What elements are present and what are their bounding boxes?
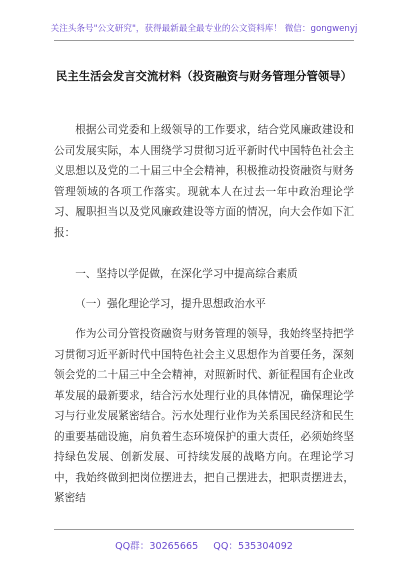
section-heading: 一、坚持以学促做，在深化学习中提高综合素质: [75, 268, 298, 280]
qq-number-text: QQ：535304092: [213, 541, 293, 552]
footer-divider: [54, 529, 354, 530]
subsection-heading: （一）强化理论学习，提升思想政治水平: [75, 298, 266, 310]
header-divider: [54, 40, 354, 41]
footer-contact: [0, 538, 408, 552]
header-note: 关注头条号"公文研究"，获得最新最全最专业的公文资料库！ 微信：gongwenyj: [50, 24, 358, 34]
body-paragraph: 作为公司分管投资融资与财务管理的领导，我始终坚持把学习贯彻习近平新时代中国特色社会主义思想作为首要任务，深刻领会党的二十届三中全会精神，对照新时代、新征程国有企业改革发展的最新要求，结合污水处理行业的具体情况，确保理论学习与行业发展紧密结合。污水处理行业作为关系国民经济和民生的重要基础设施，肩负着生态环境保护的重大责任，必须始终坚持绿色发展、创新发展、可持续发展的战略方向。在理论学习中，我始终做到把岗位摆进去，把自己摆进去，把职责摆进去，紧密结: [54, 328, 354, 504]
qq-group-text: QQ群：30265665: [115, 541, 199, 552]
intro-paragraph: 根据公司党委和上级领导的工作要求，结合党风廉政建设和公司发展实际，本人围绕学习贯彻习近平新时代中国特色社会主义思想以及党的二十届三中全会精神，积极推动投资融资与财务管理领域的各项工作落实。现就本人在过去一年中政治理论学习、履职担当以及党风廉政建设等方面的情况，向大会作如下汇报：: [54, 124, 354, 239]
document-title: 民主生活会发言交流材料（投资融资与财务管理分管领导）: [55, 69, 353, 83]
